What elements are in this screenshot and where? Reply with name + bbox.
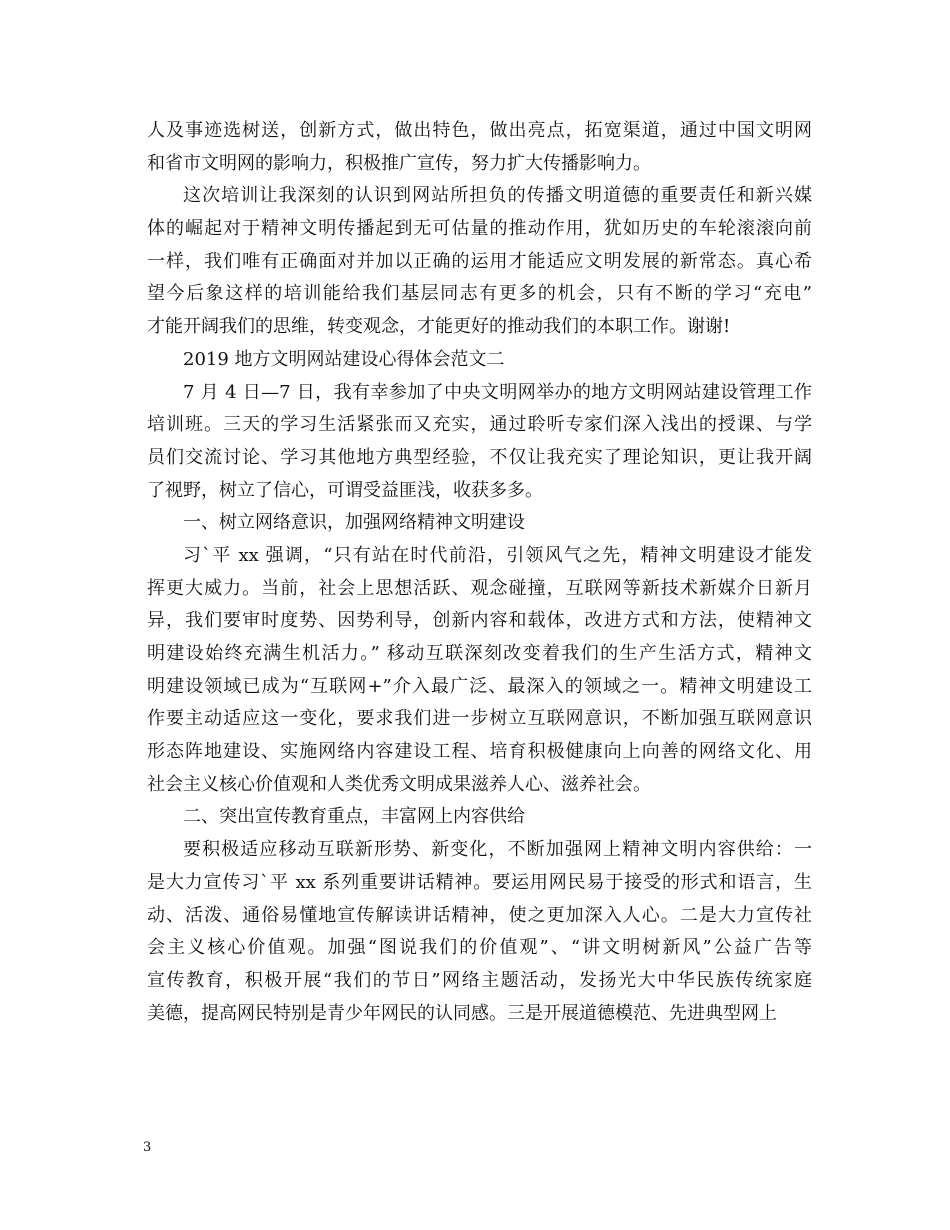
text-line: 挥更大威力。当前，社会上思想活跃、观念碰撞，互联网等新技术新媒介日新月 (147, 577, 812, 599)
text-line: 员们交流讨论、学习其他地方典型经验，不仅让我充实了理论知识，更让我开阔 (147, 446, 812, 468)
text-line: 作要主动适应这一变化，要求我们进一步树立互联网意识，不断加强互联网意识 (147, 708, 812, 730)
paragraph (147, 344, 812, 377)
text-line: 和省市文明网的影响力，积极推广宣传，努力扩大传播影响力。 (147, 152, 651, 174)
text-line: 习`平 xx 强调，“只有站在时代前沿，引领风气之先，精神文明建设才能发 (183, 544, 812, 566)
text-line: 社会主义核心价值观和人类优秀文明成果滋养人心、滋养社会。 (147, 773, 651, 795)
text-line: 美德，提高网民特别是青少年网民的认同感。三是开展道德模范、先进典型网上 (147, 1002, 777, 1024)
text-line: 明建设领域已成为“互联网+”介入最广泛、最深入的领域之一。精神文明建设工 (147, 675, 812, 697)
text-line: 异，我们要审时度势、因势利导，创新内容和载体，改进方式和方法，使精神文 (147, 610, 812, 632)
text-line: 才能开阔我们的思维，转变观念，才能更好的推动我们的本职工作。谢谢! (147, 316, 731, 338)
text-line: 人及事迹选树送，创新方式，做出特色，做出亮点，拓宽渠道，通过中国文明网 (147, 120, 812, 141)
text-line: 是大力宣传习`平 xx 系列重要讲话精神。要运用网民易于接受的形式和语言，生 (147, 871, 812, 893)
text-line: 形态阵地建设、实施网络内容建设工程、培育积极健康向上向善的网络文化、用 (147, 741, 812, 763)
paragraph (147, 377, 812, 508)
text-line: 动、活泼、通俗易懂地宣传解读讲话精神，使之更加深入人心。二是大力宣传社 (147, 904, 812, 926)
paragraph (147, 180, 812, 343)
paragraph (147, 834, 812, 1030)
text-line: 二、突出宣传教育重点，丰富网上内容供给 (183, 806, 525, 828)
paragraph (147, 801, 812, 834)
paragraph (147, 540, 812, 802)
text-line: 要积极适应移动互联新形势、新变化，不断加强网上精神文明内容供给：一 (183, 839, 812, 861)
text-line: 了视野，树立了信心，可谓受益匪浅，收获多多。 (147, 479, 543, 501)
text-line: 2019 地方文明网站建设心得体会范文二 (183, 348, 505, 370)
text-line: 一样，我们唯有正确面对并加以正确的运用才能适应文明发展的新常态。真心希 (147, 250, 812, 272)
text-line: 会主义核心价值观。加强“图说我们的价值观”、“讲文明树新风”公益广告等 (147, 937, 812, 959)
document-body (147, 115, 812, 1030)
page-number: 3 (143, 1140, 152, 1155)
text-line: 7 月 4 日—7 日，我有幸参加了中央文明网举办的地方文明网站建设管理工作 (183, 381, 812, 403)
paragraph (147, 507, 812, 540)
text-line: 宣传教育，积极开展“我们的节日”网络主题活动，发扬光大中华民族传统家庭 (147, 969, 812, 991)
text-line: 望今后象这样的培训能给我们基层同志有更多的机会，只有不断的学习“充电” (147, 283, 812, 305)
text-line: 体的崛起对于精神文明传播起到无可估量的推动作用，犹如历史的车轮滚滚向前 (147, 218, 812, 240)
text-line: 培训班。三天的学习生活紧张而又充实，通过聆听专家们深入浅出的授课、与学 (147, 414, 812, 436)
text-line: 明建设始终充满生机活力。” 移动互联深刻改变着我们的生产生活方式，精神文 (147, 643, 812, 664)
text-line: 这次培训让我深刻的认识到网站所担负的传播文明道德的重要责任和新兴媒 (183, 185, 812, 207)
text-line: 一、树立网络意识，加强网络精神文明建设 (183, 512, 525, 534)
paragraph (147, 115, 812, 180)
